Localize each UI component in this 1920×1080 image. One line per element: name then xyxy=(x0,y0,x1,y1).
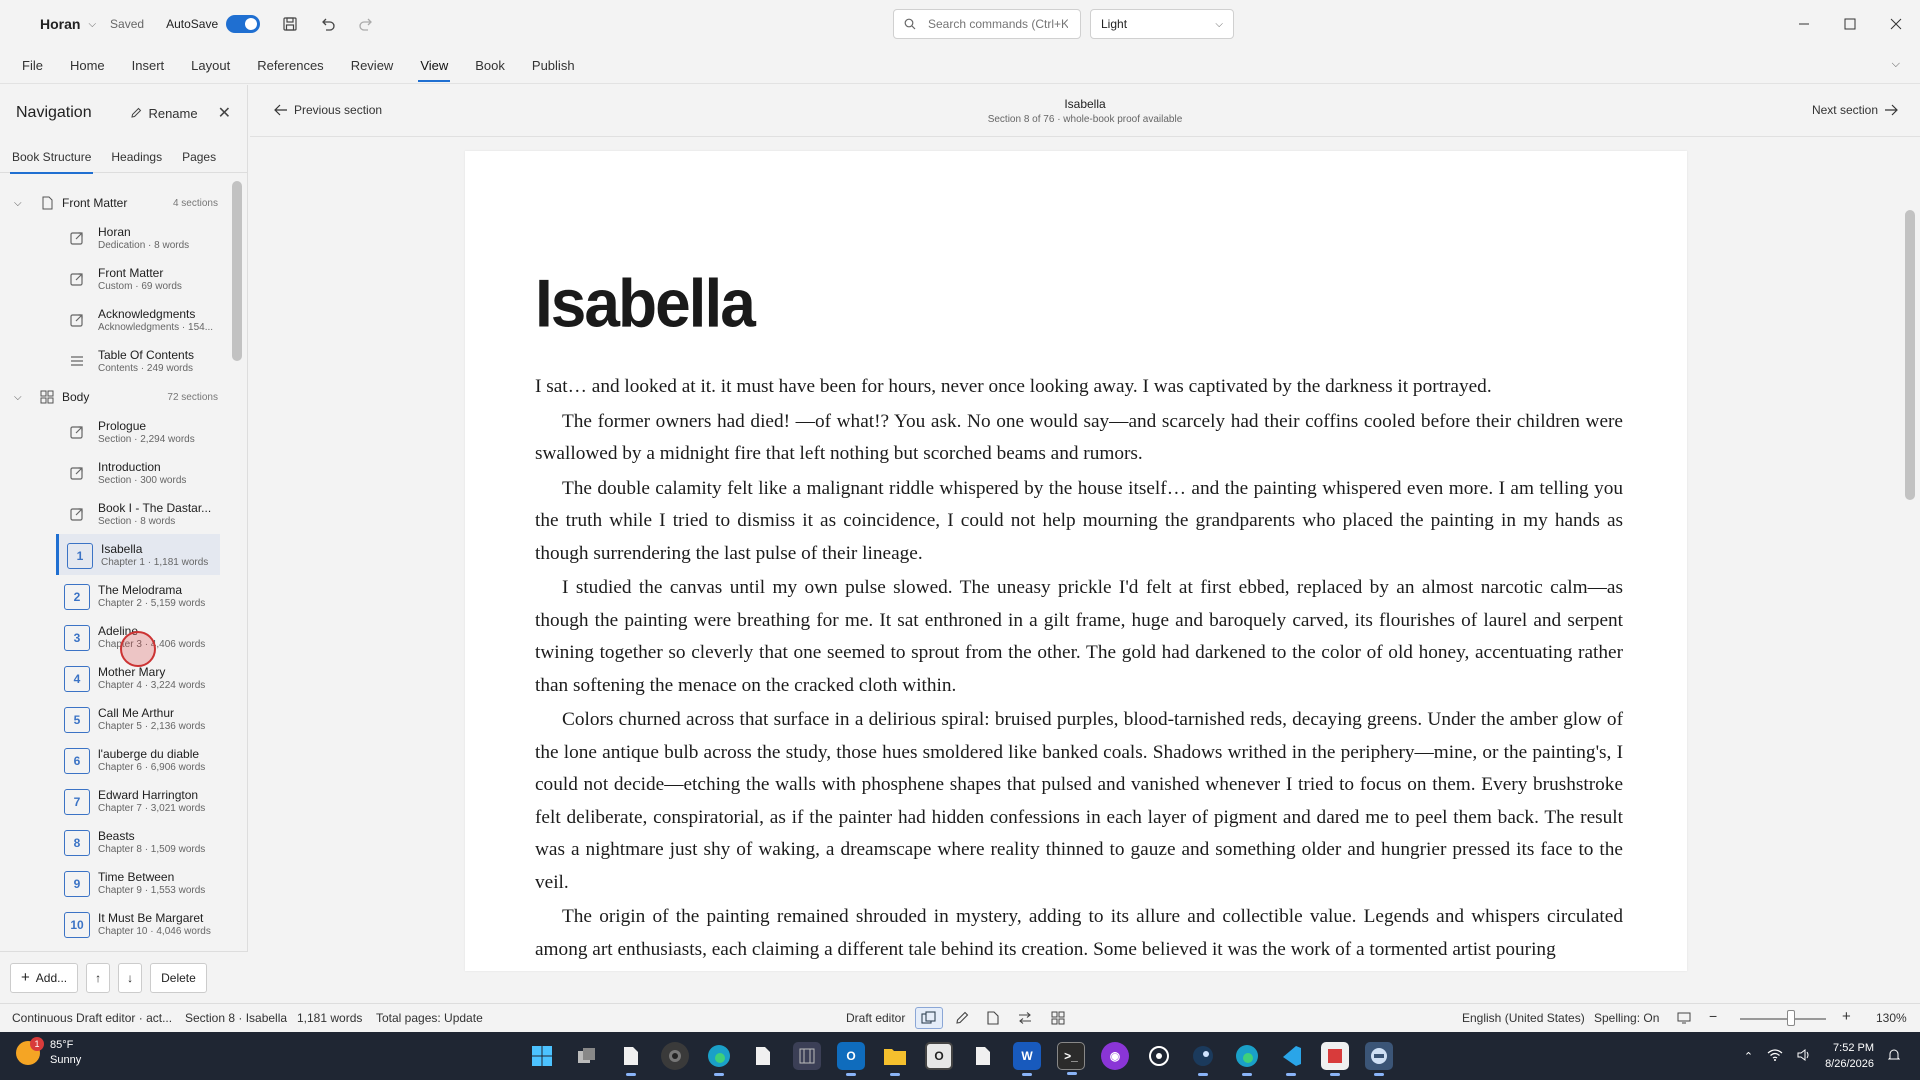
chapter-number: 7 xyxy=(64,789,90,815)
word-icon[interactable]: W xyxy=(1013,1042,1041,1070)
draft-editor-label: Draft editor xyxy=(846,1011,906,1025)
chapter-item[interactable] xyxy=(0,616,230,657)
autosave-toggle[interactable] xyxy=(226,15,260,33)
book-structure-tree xyxy=(0,183,230,944)
chapter-item-isabella[interactable] xyxy=(56,534,220,575)
previous-section-label: Previous section xyxy=(294,103,383,117)
rename-label: Rename xyxy=(148,105,198,121)
section-title: Isabella xyxy=(1064,97,1106,111)
zoom-level[interactable]: 130% xyxy=(1876,1011,1907,1025)
paragraph[interactable]: I sat… and looked at it. it must have been for hours, never once looking away. I was captivated by the darkness it portrayed. xyxy=(535,376,1492,397)
chapter-number: 5 xyxy=(64,707,90,733)
item-subtitle: Section · 8 words xyxy=(98,515,176,527)
section-info xyxy=(250,97,1920,125)
list-icon xyxy=(69,353,85,369)
zoom-slider-thumb[interactable] xyxy=(1787,1010,1795,1026)
github-icon[interactable]: ◉ xyxy=(1101,1042,1129,1070)
chevron-down-icon[interactable]: ⌵ xyxy=(88,18,97,30)
theme-select[interactable] xyxy=(1090,9,1234,39)
rename-button[interactable] xyxy=(130,106,197,121)
document-name[interactable]: Horan xyxy=(40,16,81,32)
draft-view-icon[interactable] xyxy=(915,1007,943,1029)
total-pages[interactable]: Total pages: Update xyxy=(376,1011,483,1025)
swap-icon[interactable] xyxy=(1015,1009,1035,1027)
chevron-down-icon[interactable]: ⌵ xyxy=(14,391,22,403)
chapter-item[interactable] xyxy=(0,903,230,944)
item-title: Edward Harrington xyxy=(98,787,199,802)
item-subtitle: Chapter 2 · 5,159 words xyxy=(98,597,206,609)
tab-pages[interactable]: Pages xyxy=(182,149,217,164)
chapter-item[interactable] xyxy=(0,780,230,821)
next-section-label: Next section xyxy=(1811,103,1878,117)
chapter-number: 4 xyxy=(64,666,90,692)
document-page[interactable] xyxy=(465,151,1687,971)
tab-layout[interactable]: Layout xyxy=(191,58,231,73)
item-title: l'auberge du diable xyxy=(98,746,200,761)
navigation-header xyxy=(0,85,247,141)
chatgpt-icon[interactable] xyxy=(1145,1042,1173,1070)
tree-item-book-i[interactable] xyxy=(0,493,230,534)
wifi-icon[interactable] xyxy=(1767,1049,1783,1064)
link-icon xyxy=(69,506,85,522)
tab-file[interactable]: File xyxy=(22,58,43,73)
chapter-number: 6 xyxy=(64,748,90,774)
zoom-in-button[interactable]: + xyxy=(1842,1008,1851,1025)
tree-item-front-matter[interactable] xyxy=(0,258,230,299)
weather-widget[interactable] xyxy=(16,1038,81,1068)
steam-icon[interactable] xyxy=(1189,1042,1217,1070)
item-title: Table Of Contents xyxy=(98,347,195,362)
item-title: Book I - The Dastar... xyxy=(98,500,212,515)
chevron-down-icon: ⌵ xyxy=(1215,18,1223,30)
display-settings-icon[interactable] xyxy=(1674,1009,1694,1027)
section-header xyxy=(250,85,1920,137)
paragraph[interactable]: The double calamity felt like a malignant riddle whispered by the house itself… and the painting whispered even more. I am telling you the truth while I tried to dismiss it as coincidence, I could not help mourning the grandparents who placed the painting in my hands as though surrendering the last pulse of their lineage. xyxy=(535,477,1623,564)
system-tray xyxy=(1744,1040,1900,1072)
next-section-button[interactable] xyxy=(1812,103,1898,117)
paragraph[interactable]: Colors churned across that surface in a delirious spiral: bruised purples, blood-tarnished reds, decaying greens. Under the amber glow of the lone antique bulb across the study, those hues smoldered like banked coals. Shadows writhed in the periphery—mine, or the painting's, I could not decide—etching the walls with phosphene shapes that pulsed and vanished whenever I tried to focus on them. Every brushstroke felt deliberate, conspiratorial, as if the painter had hidden confessions in each layer of pigment and dared me to peel them back. The result was a nightmare just shy of waking, a dreamscape where reality thinned to gauze and something older and hungrier pressed its face to the veil. xyxy=(535,709,1623,893)
command-search[interactable] xyxy=(893,9,1081,39)
weather-condition: Sunny xyxy=(50,1054,82,1066)
group-body[interactable] xyxy=(0,383,230,411)
section-subtitle: Section 8 of 76 · whole-book proof available xyxy=(987,114,1183,125)
maximize-icon[interactable] xyxy=(1838,12,1862,36)
chapter-number: 9 xyxy=(64,871,90,897)
chapter-number: 8 xyxy=(64,830,90,856)
editor-mode-status[interactable]: Continuous Draft editor · act... xyxy=(12,1011,173,1025)
item-subtitle: Chapter 3 · 4,406 words xyxy=(98,638,206,650)
grid-view-icon[interactable] xyxy=(1048,1009,1068,1027)
tab-review[interactable]: Review xyxy=(350,58,394,73)
media-icon[interactable] xyxy=(793,1042,821,1070)
item-subtitle: Chapter 9 · 1,553 words xyxy=(98,884,206,896)
minimize-icon[interactable] xyxy=(1792,12,1816,36)
clock[interactable] xyxy=(1825,1040,1874,1072)
notepad-icon[interactable] xyxy=(969,1042,997,1070)
item-title: Isabella xyxy=(101,541,143,556)
link-icon xyxy=(69,230,85,246)
chapter-item[interactable] xyxy=(0,575,230,616)
tab-home[interactable]: Home xyxy=(69,58,105,73)
windows-start-icon[interactable] xyxy=(528,1042,556,1070)
pencil-icon xyxy=(130,107,142,119)
item-title: Horan xyxy=(98,224,131,239)
link-icon xyxy=(69,271,85,287)
item-title: The Melodrama xyxy=(98,582,183,597)
status-bar xyxy=(0,1003,1920,1031)
item-subtitle: Chapter 10 · 4,046 words xyxy=(98,925,211,937)
chapter-item[interactable] xyxy=(0,862,230,903)
group-count: 72 sections xyxy=(167,391,218,403)
camera-icon[interactable] xyxy=(661,1042,689,1070)
time: 7:52 PM xyxy=(1833,1042,1874,1054)
item-title: Introduction xyxy=(98,459,161,474)
navigation-footer xyxy=(0,951,248,1003)
paragraph[interactable]: The origin of the painting remained shrouded in mystery, adding to its allure and collectible value. Legends and whispers circulated among art enthusiasts, each claiming a different tale behind its creation. Some believed it was the work of a tormented artist pouring xyxy=(535,906,1623,960)
navigation-pane xyxy=(0,85,248,1003)
file-icon[interactable] xyxy=(617,1042,645,1070)
title-bar xyxy=(0,0,1920,48)
chapter-number: 2 xyxy=(64,584,90,610)
zoom-out-button[interactable]: − xyxy=(1709,1008,1718,1024)
active-app-icon[interactable] xyxy=(1365,1042,1393,1070)
vscode-icon[interactable] xyxy=(1277,1042,1305,1070)
item-subtitle: Chapter 8 · 1,509 words xyxy=(98,843,206,855)
move-down-button[interactable]: ↓ xyxy=(118,963,142,993)
tab-book-structure[interactable]: Book Structure xyxy=(12,141,91,173)
zoom-slider-track[interactable] xyxy=(1740,1018,1826,1020)
link-icon xyxy=(69,465,85,481)
tab-book[interactable]: Book xyxy=(475,58,505,73)
outlook-icon[interactable]: O xyxy=(837,1042,865,1070)
item-subtitle: Chapter 5 · 2,136 words xyxy=(98,720,206,732)
section-status: Section 8 · Isabella xyxy=(185,1011,288,1025)
item-title: Acknowledgments xyxy=(98,306,196,321)
page-icon xyxy=(40,196,54,210)
tree-item-prologue[interactable] xyxy=(0,411,230,452)
edge-icon[interactable] xyxy=(705,1042,733,1070)
search-icon xyxy=(904,18,916,30)
group-front-matter[interactable] xyxy=(0,189,230,217)
add-label: Add... xyxy=(35,970,68,985)
chapter-item[interactable] xyxy=(0,698,230,739)
terminal-icon[interactable]: >_ xyxy=(1057,1042,1085,1070)
tab-insert[interactable]: Insert xyxy=(131,58,165,73)
chevron-down-icon[interactable]: ⌵ xyxy=(14,197,22,209)
save-icon[interactable] xyxy=(282,16,298,32)
file-icon[interactable] xyxy=(749,1042,777,1070)
chapter-item[interactable] xyxy=(0,739,230,780)
paragraph[interactable]: I studied the canvas until my own pulse slowed. The uneasy prickle I'd felt at first ebbed, replaced by an almost narcotic calm—as though the painting were breathing for me. It sat enthroned in a gilt frame, huge and baroquely carved, its flourishes of laurel and serpent twining together so cleverly that one seemed to sprout from the other. The gold had darkened to the color of old honey, accentuating rather than softening the menace on the cracked cloth within. xyxy=(535,577,1623,696)
sidebar-scrollbar-thumb[interactable] xyxy=(232,181,242,361)
chevron-up-icon[interactable]: ⌃ xyxy=(1743,1050,1754,1063)
autosave-label: AutoSave xyxy=(166,17,219,31)
item-subtitle: Section · 300 words xyxy=(98,474,187,486)
chapter-number: 1 xyxy=(67,543,93,569)
navigation-tabs xyxy=(0,141,247,173)
close-icon[interactable] xyxy=(1884,12,1908,36)
item-subtitle: Chapter 7 · 3,021 words xyxy=(98,802,206,814)
add-button[interactable] xyxy=(10,963,78,993)
chapter-number: 3 xyxy=(64,625,90,651)
item-title: Prologue xyxy=(98,418,147,433)
opera-icon[interactable]: O xyxy=(925,1042,953,1070)
item-subtitle: Chapter 1 · 1,181 words xyxy=(101,556,209,568)
tab-view[interactable]: View xyxy=(420,48,448,84)
notification-icon[interactable] xyxy=(1888,1048,1900,1065)
tab-headings[interactable]: Headings xyxy=(111,149,163,164)
arrow-right-icon xyxy=(1884,104,1898,116)
navigation-title: Navigation xyxy=(16,104,92,121)
task-view-icon[interactable] xyxy=(573,1042,601,1070)
notification-badge: 1 xyxy=(30,1037,44,1051)
plus-icon: + xyxy=(21,969,30,986)
paragraph[interactable]: The former owners had died! —of what!? You ask. No one would say—and scarcely had their coffins cooled before their children were swallowed by a midnight fire that left nothing but scorched beams and rumors. xyxy=(535,410,1623,464)
item-subtitle: Section · 2,294 words xyxy=(98,433,195,445)
ribbon xyxy=(0,48,1920,84)
tab-references[interactable]: References xyxy=(257,58,324,73)
item-subtitle: Chapter 6 · 6,906 words xyxy=(98,761,206,773)
page-view-icon[interactable] xyxy=(983,1009,1003,1027)
tree-item-introduction[interactable] xyxy=(0,452,230,493)
language-status[interactable]: English (United States) xyxy=(1462,1011,1585,1025)
temperature: 85°F xyxy=(50,1039,74,1051)
link-icon xyxy=(69,312,85,328)
click-indicator xyxy=(120,631,156,667)
group-label: Front Matter xyxy=(62,196,128,210)
close-icon[interactable]: ✕ xyxy=(217,105,231,122)
ribbon-collapse-icon[interactable]: ⌵ xyxy=(1891,58,1900,70)
move-up-button[interactable]: ↑ xyxy=(86,963,110,993)
taskbar xyxy=(0,1032,1920,1080)
editor-area xyxy=(250,85,1920,1003)
group-count: 4 sections xyxy=(172,197,218,209)
theme-value: Light xyxy=(1101,17,1128,31)
chapter-item[interactable] xyxy=(0,657,230,698)
tree-item-table-of-contents[interactable] xyxy=(0,340,230,381)
document-body[interactable] xyxy=(535,371,1623,968)
delete-button[interactable]: Delete xyxy=(150,963,207,993)
item-subtitle: Custom · 69 words xyxy=(98,280,182,292)
tab-publish[interactable]: Publish xyxy=(531,58,575,73)
item-subtitle: Contents · 249 words xyxy=(98,362,194,374)
chapter-item[interactable] xyxy=(0,821,230,862)
item-subtitle: Dedication · 8 words xyxy=(98,239,190,251)
chapter-number: 10 xyxy=(64,912,90,938)
item-title: Front Matter xyxy=(98,265,164,280)
item-title: Adeline xyxy=(98,623,139,638)
item-title: It Must Be Margaret xyxy=(98,910,204,925)
word-count[interactable]: 1,181 words xyxy=(297,1011,363,1025)
edge-icon[interactable] xyxy=(1233,1042,1261,1070)
tree-item-acknowledgments[interactable] xyxy=(0,299,230,340)
item-title: Beasts xyxy=(98,828,135,843)
grid-icon xyxy=(40,390,54,404)
editor-scrollbar-thumb[interactable] xyxy=(1905,210,1915,500)
item-title: Time Between xyxy=(98,869,175,884)
date: 8/26/2026 xyxy=(1825,1058,1874,1070)
item-title: Call Me Arthur xyxy=(98,705,175,720)
spelling-status[interactable]: Spelling: On xyxy=(1594,1011,1660,1025)
group-label: Body xyxy=(62,390,90,404)
undo-icon[interactable] xyxy=(320,16,336,32)
chapter-heading[interactable]: Isabella xyxy=(535,264,754,342)
file-explorer-icon[interactable] xyxy=(881,1042,909,1070)
volume-icon[interactable] xyxy=(1797,1049,1811,1064)
pencil-icon[interactable] xyxy=(952,1009,972,1027)
item-subtitle: Chapter 4 · 3,224 words xyxy=(98,679,206,691)
item-title: Mother Mary xyxy=(98,664,166,679)
item-subtitle: Acknowledgments · 154... xyxy=(98,321,214,333)
redo-icon[interactable] xyxy=(358,16,374,32)
sun-icon xyxy=(16,1041,40,1065)
link-icon xyxy=(69,424,85,440)
tree-item-horan[interactable] xyxy=(0,217,230,258)
app-icon[interactable] xyxy=(1321,1042,1349,1070)
search-input[interactable] xyxy=(928,17,1068,31)
saved-status: Saved xyxy=(110,17,145,31)
